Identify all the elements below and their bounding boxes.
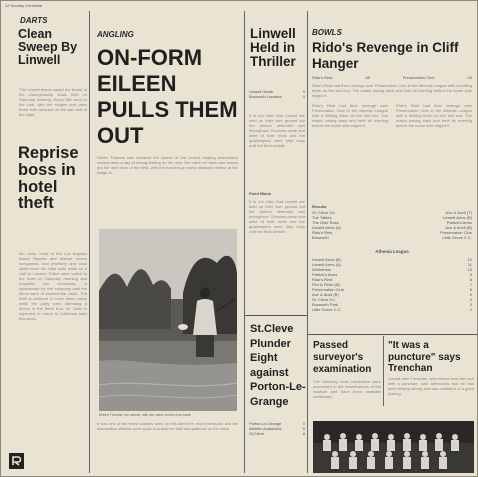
team-name: Linwell Arms (B) (312, 257, 341, 262)
league-table (312, 249, 472, 312)
team-name: Preservation Club (312, 287, 344, 292)
theft-body: Mo Ostin, head of the Los Angeles based Reprise and Warner record companies, had jewellery and cash stolen from his hotel suite while on a visit to London. Police were called to the hotel on Saturday morning and enquiries are continuing. A spokesman for the company said the items were of sentimental value. The theft is believed to have taken place while the party were attending a dinner in the West End. Mr Ostin is expected to return to California later this week. (19, 251, 87, 321)
theft-headline: Reprise boss in hotel theft (18, 144, 79, 213)
score-row (312, 75, 472, 80)
team-points: 7 (469, 282, 472, 287)
thriller-body: It is not often that Linwell are held on their own ground but the visitors defended well throughout. Chances came and went at both ends and the goalkeepers were kept busy until the final whistle. (249, 113, 305, 148)
team-score: 8 (302, 431, 305, 436)
surveyor-headline: Passed surveyor's examination (313, 340, 372, 375)
team-photo (313, 421, 474, 473)
home-team: Bosworth (312, 235, 329, 240)
team-name: Axe & Anvil (B) (312, 292, 339, 297)
team-score: 44 (467, 75, 472, 80)
angling-headline: ON-FORM EILEEN PULLS THEM OUT (97, 45, 238, 148)
team-name: Pint & Firkin (B) (312, 282, 341, 287)
bowls-scores (312, 75, 472, 80)
score-row (249, 431, 305, 436)
column-rule (383, 336, 384, 406)
angling-photo (99, 229, 237, 411)
puncture-body: Linwell rider Trenchan, who retired from the race with a puncture, said afterwards that he had been feeling strong and was confident of a good placing. (388, 376, 474, 396)
team-name: Patrick's Arms (312, 272, 338, 277)
bowls-results (312, 204, 472, 240)
away-team: Axe & Anvil (B) (445, 225, 472, 230)
team-name: Whitefriars (312, 267, 332, 272)
team-score: 0 (302, 426, 305, 431)
team-points: 8 (469, 277, 472, 282)
away-team: Little Grove C.C. (442, 235, 472, 240)
bowls-body-col1: Rido's Rest had their revenge over Preservation Club in the Athenia League with a thrilling finish on the last end. The match swung back and forth all evening before the home side edged it. (312, 103, 388, 128)
team-name: Little Grove C.C. (312, 307, 342, 312)
section-rule (245, 315, 307, 316)
away-team: Preservation Club (440, 230, 472, 235)
home-team: St. Cleve Co. (312, 210, 336, 215)
home-team: Rido's Rest (312, 230, 333, 235)
surveyor-body: The following local candidates were successful in the examinations of the Institute and have been awarded certificates. (313, 379, 381, 399)
team-name: Bosworth Lunatics (249, 94, 282, 99)
thriller-headline: Linwell Held in Thriller (250, 26, 296, 69)
column-rule (89, 11, 90, 473)
folio: 12 Sunday Chronicle (5, 3, 43, 8)
bowls-headline: Rido's Revenge in Cliff Hanger (312, 40, 459, 71)
darts-body: The Linwell teams swept the board at the championship finals held on Saturday evening. Every title went to the club, with the singles and pairs finals both decided on the last dart of the night. (19, 87, 87, 117)
team-name: Linwell Heath (249, 89, 274, 94)
team-name: St.Cleve (249, 431, 265, 436)
darts-kicker: DARTS (20, 16, 48, 25)
league-list (312, 257, 472, 312)
team-name: Porton-Le-Grange (249, 421, 282, 426)
puncture-headline: "It was a puncture" says Trenchan (388, 340, 461, 374)
away-team: Patrick's Arms (446, 220, 472, 225)
team-name: Preservation Club (402, 75, 435, 80)
score-row (249, 94, 305, 99)
team-name: Bosworth Park (312, 302, 339, 307)
team-points: 12 (467, 257, 472, 262)
team-score: 0 (302, 94, 305, 99)
angling-caption: Eileen Thomas, the winner, with her catch on the river bank (99, 413, 191, 417)
team-score: 0 (302, 421, 305, 426)
team-name: Rido's Rest (312, 277, 333, 282)
thriller-scores (249, 89, 305, 99)
angling-body-bottom: It was one of the finest catches seen on this stretch in recent seasons and the association officials were quick to praise her skill and patience on the bank. (97, 421, 238, 431)
team-points: 10 (467, 267, 472, 272)
team-points: 2 (469, 307, 472, 312)
bowls-intro: Rido's Rest had their revenge over Preservation Club in the Athenia League with a thrilling finish on the last end. The match swung back and forth all evening before the home side edged it. (312, 83, 472, 98)
away-team: Linwell Arms (B) (443, 215, 472, 220)
results-row (312, 235, 472, 240)
table-label: Athenia League (375, 249, 409, 254)
bowls-body-col2: Rido's Rest had their revenge over Preservation Club in the Athenia League with a thrilling finish on the last end. The match swung back and forth all evening before the home side edged it. (396, 103, 472, 128)
thriller-subhead: Point Blank (249, 191, 272, 196)
away-team: Axe & Anvil (T) (445, 210, 472, 215)
newspaper-page (1, 1, 477, 476)
angling-body-top: Eileen Thomas was declared the winner of the Linwell Angling Association contest after a day of steady fishing on the river. Her catch of roach and bream put her well clear of the field, with the runners-up some distance behind at the weigh-in. (97, 155, 238, 175)
results-label: Results (312, 204, 327, 209)
plunder-scores (249, 421, 305, 436)
home-team: Linwell Arms (A) (312, 225, 341, 230)
team-score: 0 (302, 89, 305, 94)
team-points: 9 (469, 272, 472, 277)
team-points: 11 (467, 262, 472, 267)
bowls-kicker: BOWLS (312, 28, 342, 37)
column-rule (244, 11, 245, 473)
team-name: Rido's Rest (312, 75, 333, 80)
section-rule (308, 334, 477, 335)
thriller-body-cont: It is not often that Linwell are held on their own ground but the visitors defended well throughout. Chances came and went at both ends and the goalkeepers were kept busy until the final whistle. (249, 199, 305, 234)
angling-kicker: ANGLING (97, 30, 134, 39)
reprise-logo (9, 453, 24, 469)
column-rule (307, 11, 308, 473)
team-name: Athletic Anabiotics (249, 426, 282, 431)
home-team: The Olde Rose (312, 220, 339, 225)
league-row (312, 307, 472, 312)
results-list (312, 210, 472, 240)
darts-headline: Clean Sweep By Linwell (18, 27, 78, 67)
team-points: 5 (469, 292, 472, 297)
team-name: Linwell Arms (A) (312, 262, 341, 267)
home-team: The Tatties (312, 215, 332, 220)
team-points: 3 (469, 302, 472, 307)
plunder-headline: St.Cleve Plunder Eight against Porton-Le-Grange (250, 323, 306, 408)
team-score: 48 (365, 75, 370, 80)
team-name: St. Cleve Co. (312, 297, 336, 302)
team-points: 6 (469, 287, 472, 292)
team-points: 4 (469, 297, 472, 302)
